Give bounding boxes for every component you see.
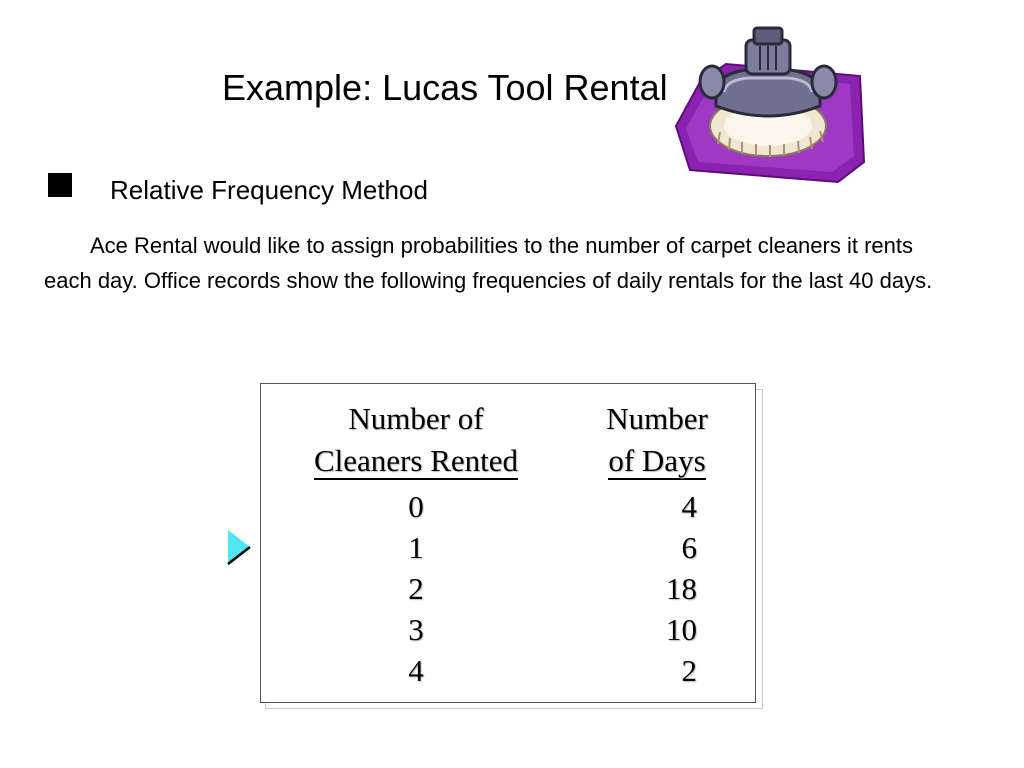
days-cell: 18	[666, 571, 697, 606]
cleaners-cell: 0	[408, 489, 424, 524]
days-header-line-2: of Days	[608, 443, 706, 478]
triangle-pointer-icon	[226, 528, 252, 566]
cleaners-rented-header	[287, 398, 545, 482]
bullet-heading: Relative Frequency Method	[110, 175, 428, 205]
square-bullet-icon	[48, 173, 72, 197]
days-cell: 4	[681, 489, 697, 524]
days-values	[579, 486, 735, 691]
days-cell: 6	[681, 530, 697, 565]
days-cell: 2	[681, 653, 697, 688]
cleaners-cell: 4	[408, 653, 424, 688]
cleaners-values	[287, 486, 545, 691]
cleaners-cell: 2	[408, 571, 424, 606]
cleaners-rented-column	[287, 398, 545, 691]
cleaners-cell: 1	[408, 530, 424, 565]
frequency-table	[260, 383, 756, 703]
description-paragraph	[44, 228, 944, 298]
days-cell: 10	[666, 612, 697, 647]
cleaners-header-line-1: Number of	[348, 401, 484, 436]
number-of-days-column	[579, 398, 735, 691]
cleaners-cell: 3	[408, 612, 424, 647]
cleaners-header-line-2: Cleaners Rented	[313, 443, 518, 478]
description-text: Ace Rental would like to assign probabilities to the number of carpet cleaners it rents each day. Office records show the following frequencies of daily rentals for the last 40 days.	[44, 233, 933, 293]
days-header-line-1: Number	[606, 401, 708, 436]
carpet-cleaner-icon	[668, 22, 868, 187]
slide-title: Example: Lucas Tool Rental	[222, 67, 668, 108]
number-of-days-header	[579, 398, 735, 482]
